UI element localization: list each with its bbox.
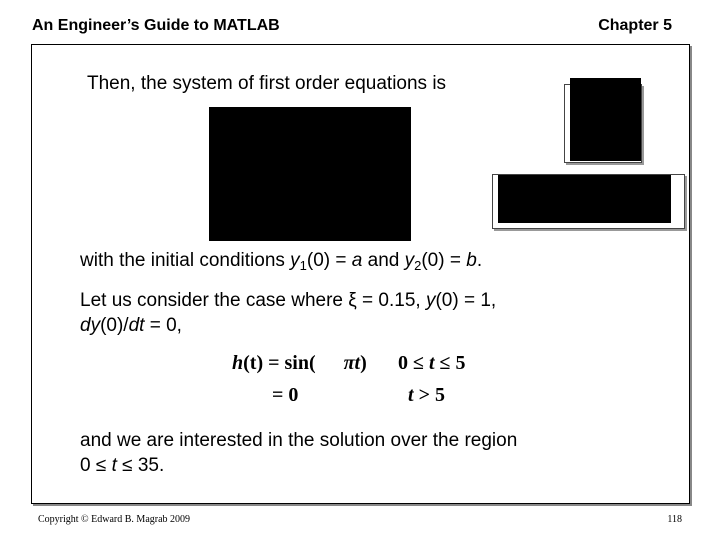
case-text-line2: dy(0)/dt = 0, xyxy=(80,315,182,336)
equation-row-2-condition: t > 5 xyxy=(408,384,445,406)
footer-copyright: Copyright © Edward B. Magrab 2009 xyxy=(38,514,191,525)
equation-row-2-left: = 0 xyxy=(272,384,299,406)
equation-block-right-bottom xyxy=(498,175,671,223)
initial-conditions-text: with the initial conditions $y_1(0) = a$ and $y_2(0) = b$. xyxy=(80,250,483,273)
case-text-line1: Let us consider the case where ξ = 0.15, y(0) = 1, xyxy=(80,290,497,311)
equation-block-right-top xyxy=(570,78,641,161)
equation-row-1-left: h(t) = sin( πt) xyxy=(232,352,367,374)
header-title: An Engineer’s Guide to MATLAB xyxy=(32,17,280,34)
header-chapter: Chapter 5 xyxy=(598,17,672,34)
intro-text: Then, the system of first order equations is xyxy=(87,73,447,94)
interest-text-line1: and we are interested in the solution over the region xyxy=(80,430,518,451)
equation-block-main xyxy=(209,107,411,241)
page-number: 118 xyxy=(667,514,682,525)
equation-row-1-condition: 0 ≤ t ≤ 5 xyxy=(398,352,466,374)
interest-text-line2: 0 ≤ t ≤ 35. xyxy=(80,455,165,476)
